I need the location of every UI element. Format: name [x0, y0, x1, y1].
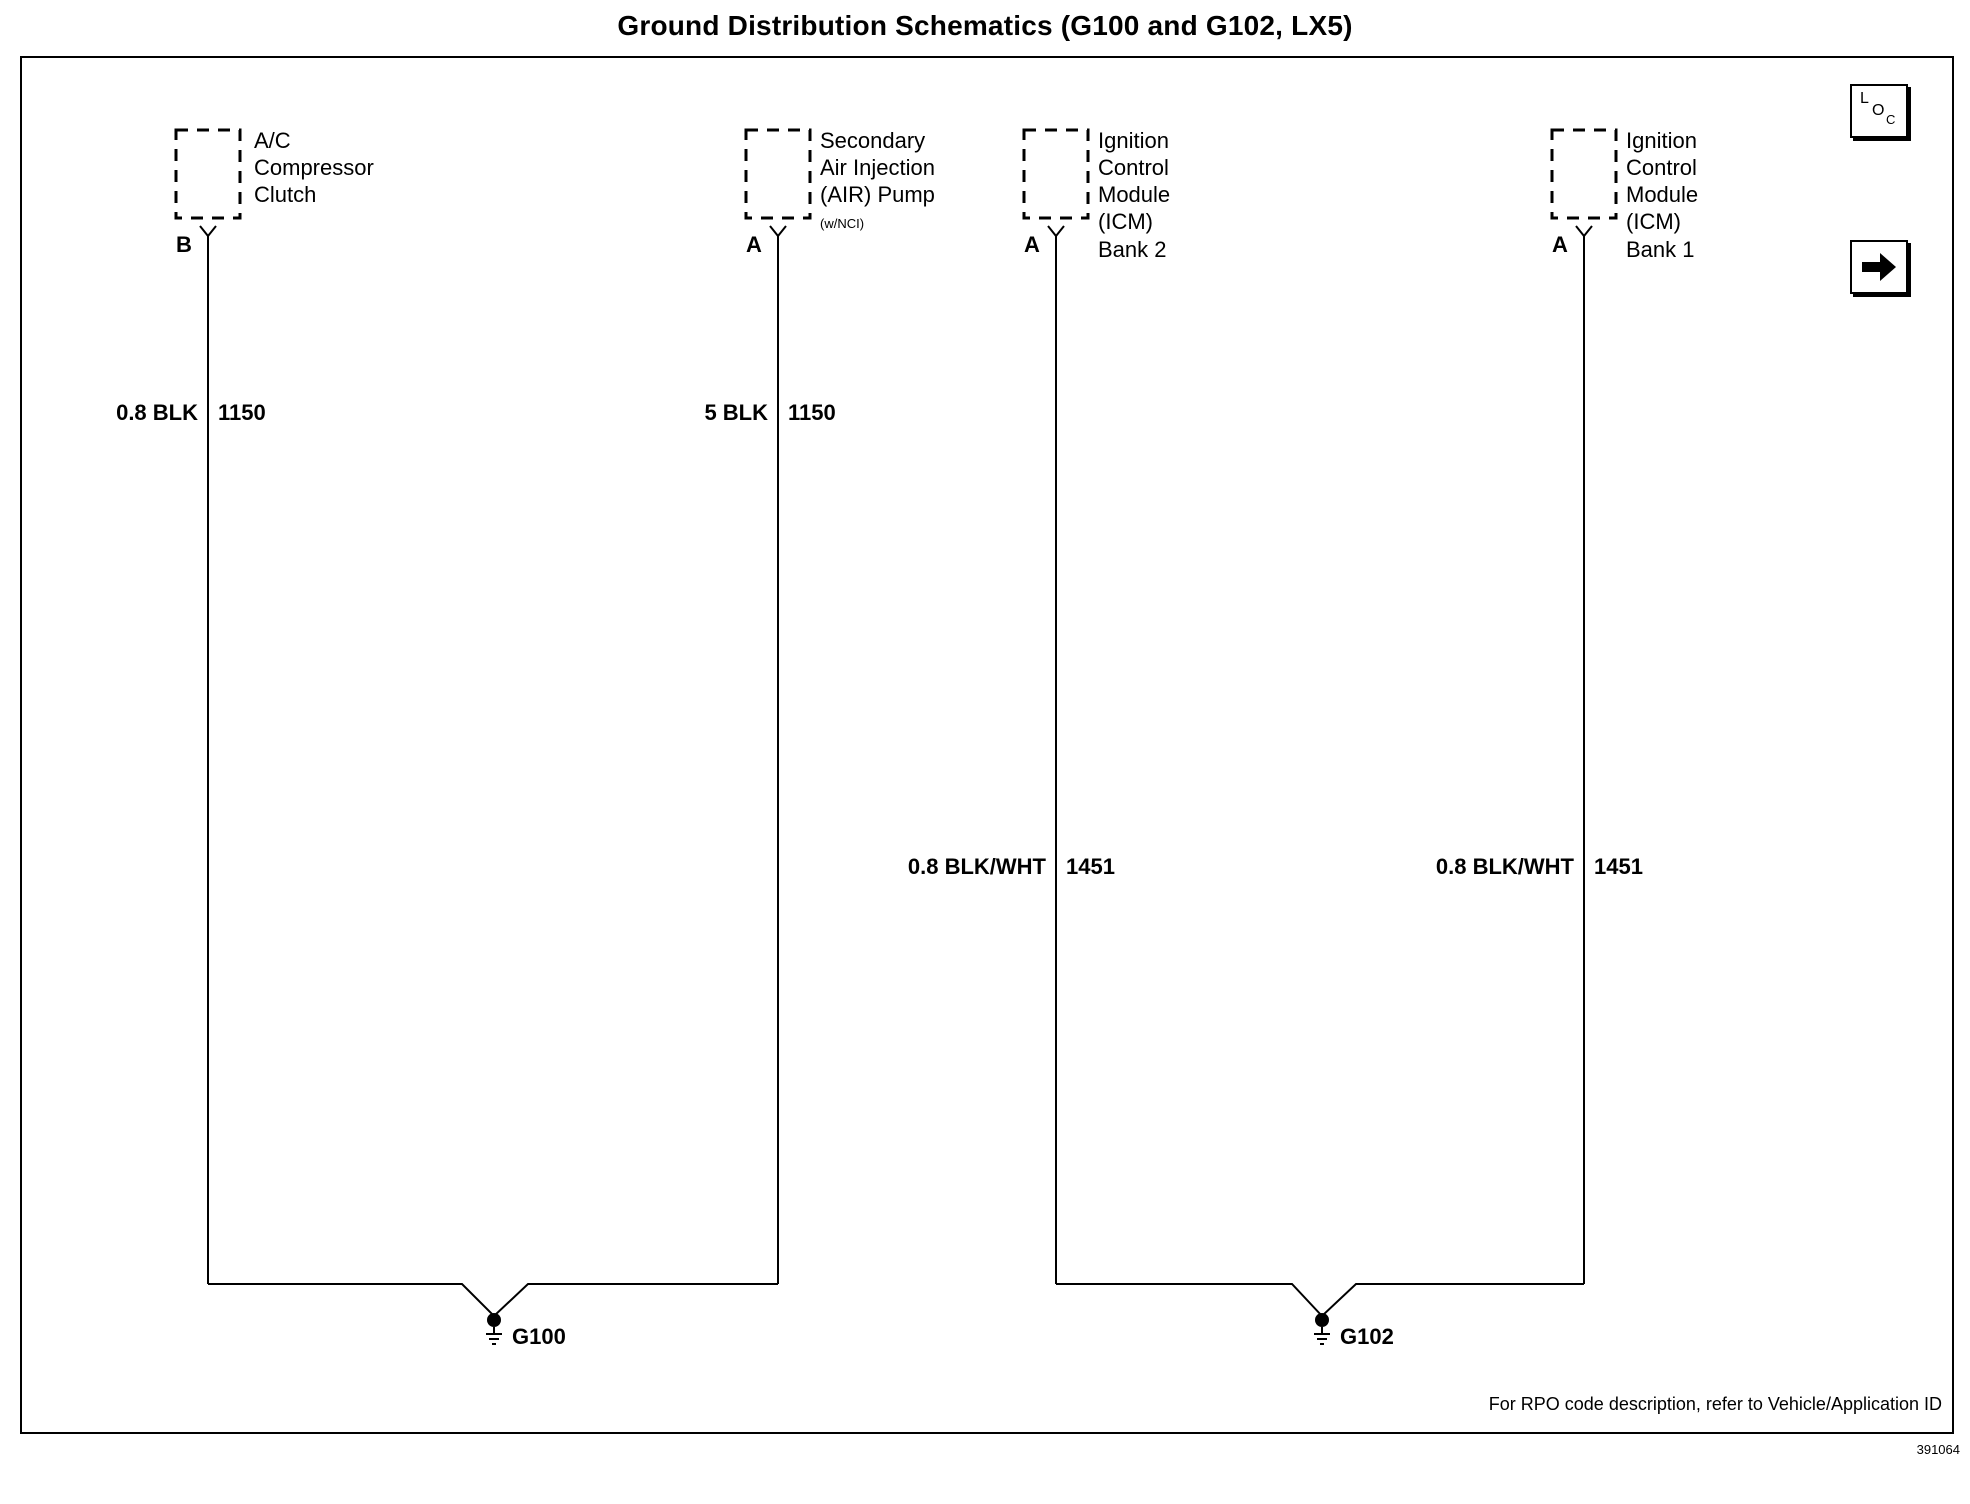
- component-box: [746, 130, 810, 218]
- pin-label: B: [176, 232, 192, 257]
- component-label-line: Module: [1098, 182, 1171, 207]
- component-label-line: Air Injection: [820, 155, 935, 180]
- wire-circuit-label: 1150: [218, 400, 266, 425]
- component-label-line: (AIR) Pump: [820, 182, 935, 207]
- component-icm-bank-1[interactable]: [1552, 128, 1698, 262]
- component-label-line: Ignition: [1098, 128, 1169, 153]
- component-label-line: Bank 1: [1626, 237, 1695, 262]
- ground-bus: [208, 1284, 778, 1316]
- component-label-line: Control: [1626, 155, 1697, 180]
- wire-circuit-label: 1451: [1594, 854, 1643, 879]
- option-note: (w/NCI): [820, 216, 865, 231]
- component-label-line: Clutch: [254, 182, 317, 207]
- arrow-glyph: [1852, 242, 1906, 292]
- component-box: [1552, 130, 1616, 218]
- component-box: [1024, 130, 1088, 218]
- wire-circuit-label: 1451: [1066, 854, 1115, 879]
- splice-dot: [487, 1313, 501, 1327]
- right-arrow-icon[interactable]: [1850, 240, 1908, 294]
- pin-label: A: [746, 232, 762, 257]
- terminal-symbols: [200, 226, 1592, 236]
- ground-g100[interactable]: [208, 1284, 778, 1349]
- location-icon-l: L: [1860, 90, 1869, 107]
- component-label-line: Control: [1098, 155, 1169, 180]
- location-icon[interactable]: [1850, 84, 1908, 138]
- document-number: 391064: [1916, 1442, 1960, 1457]
- wire-circuit-label: 1150: [788, 400, 836, 425]
- splice-dot: [1315, 1313, 1329, 1327]
- connector-terminal-icon: [1048, 226, 1064, 236]
- wire-1451-icm-bank-2[interactable]: [908, 236, 1115, 1284]
- footer-note: For RPO code description, refer to Vehicle/Application ID: [1488, 1394, 1942, 1414]
- component-box: [176, 130, 240, 218]
- component-icm-bank-2[interactable]: [1024, 128, 1170, 262]
- pin-label: A: [1024, 232, 1040, 257]
- component-air-pump[interactable]: [746, 128, 935, 257]
- wire-1150-ac[interactable]: [116, 236, 266, 1284]
- pin-label: A: [1552, 232, 1568, 257]
- component-label-line: Bank 2: [1098, 237, 1167, 262]
- ground-label: G102: [1340, 1324, 1394, 1349]
- wire-color-label: 5 BLK: [704, 400, 768, 425]
- component-ac-compressor-clutch[interactable]: [176, 128, 374, 257]
- page-title: Ground Distribution Schematics (G100 and G102, LX5): [617, 10, 1353, 41]
- component-label-line: Ignition: [1626, 128, 1697, 153]
- component-label-line: A/C: [254, 128, 291, 153]
- wire-color-label: 0.8 BLK/WHT: [907, 854, 1046, 879]
- component-label-line: Module: [1626, 182, 1699, 207]
- ground-icon: [1314, 1327, 1330, 1344]
- component-label-line: Secondary: [820, 128, 926, 153]
- ground-g102[interactable]: [1056, 1284, 1584, 1349]
- wire-1451-icm-bank-1[interactable]: [1436, 236, 1643, 1284]
- component-label-line: (ICM): [1626, 209, 1681, 234]
- location-icon-c: C: [1886, 112, 1896, 127]
- wire-1150-air[interactable]: [704, 236, 835, 1284]
- connector-terminal-icon: [770, 226, 786, 236]
- component-label-line: (ICM): [1098, 209, 1153, 234]
- ground-label: G100: [512, 1324, 566, 1349]
- ground-icon: [486, 1327, 502, 1344]
- wire-color-label: 0.8 BLK/WHT: [1435, 854, 1574, 879]
- connector-terminal-icon: [1576, 226, 1592, 236]
- location-icon-o: O: [1872, 102, 1885, 119]
- ground-bus: [1056, 1284, 1584, 1316]
- wire-color-label: 0.8 BLK: [116, 400, 198, 425]
- connector-terminal-icon: [200, 226, 216, 236]
- component-label-line: Compressor: [254, 155, 374, 180]
